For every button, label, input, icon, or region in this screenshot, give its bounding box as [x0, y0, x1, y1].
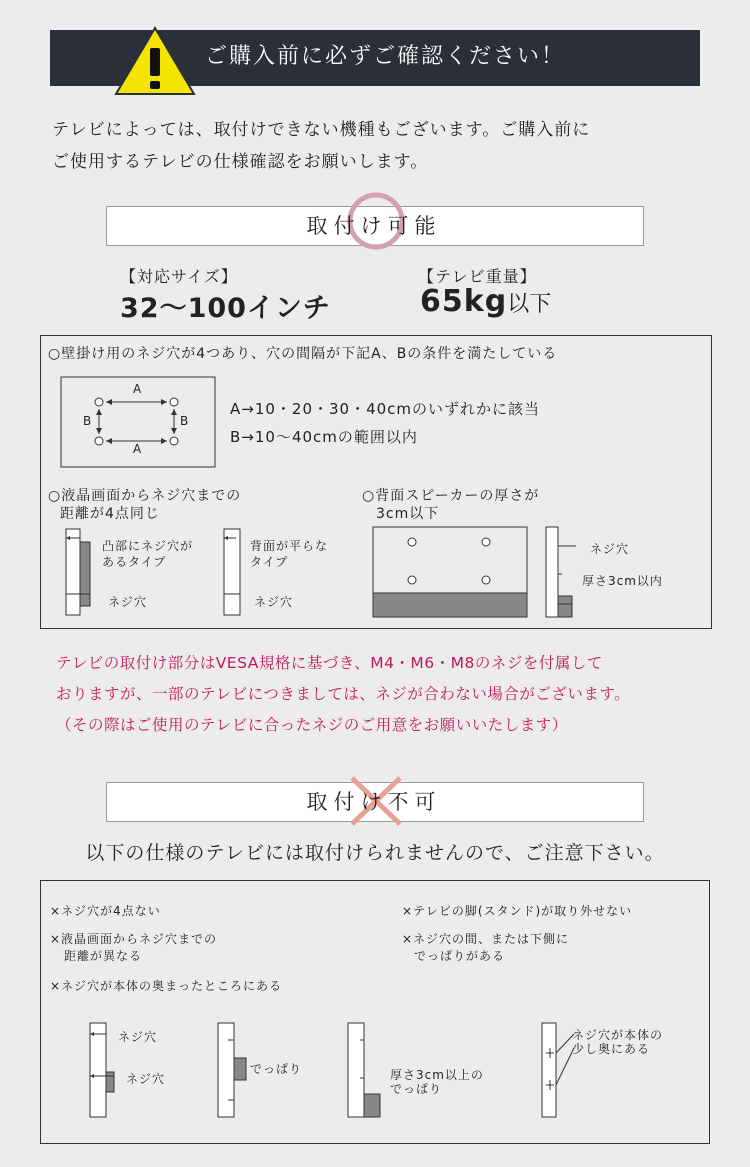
recessed-hole-diagram: [540, 1022, 576, 1118]
ng-diagram-4-line-1: ネジ穴が本体の: [572, 1028, 664, 1042]
size-value: 32〜100インチ: [120, 293, 331, 324]
speaker-thickness-label: 厚さ3cm以内: [582, 574, 663, 588]
size-label: 【対応サイズ】: [120, 267, 238, 286]
intro-line-2: ご使用するテレビの仕様確認をお願いします。: [52, 152, 429, 172]
letter-b-right: B: [180, 414, 190, 428]
convex-line-2: あるタイプ: [102, 555, 167, 569]
ng-diagram-1-label-bottom: ネジ穴: [126, 1072, 166, 1086]
vesa-note-line-3: （その際はご使用のテレビに合ったネジのご用意をお願いいたします）: [56, 716, 568, 734]
weight-label: 【テレビ重量】: [418, 267, 537, 286]
ng-item-5-line-1: ×ネジ穴の間、または下側に: [402, 932, 570, 946]
ng-item-2-line-1: ×液晶画面からネジ穴までの: [50, 932, 218, 946]
ng-diagram-1-label-top: ネジ穴: [118, 1030, 158, 1044]
weight-suffix: 以下: [507, 292, 552, 317]
ng-item-1: ×ネジ穴が4点ない: [50, 904, 161, 918]
intro-line-1: テレビによっては、取付けできない機種もございます。ご購入前に: [52, 120, 591, 140]
ok-label: 取付け可能: [306, 214, 442, 238]
flat-line-1: 背面が平らな: [250, 539, 329, 553]
condition-1: ○壁掛け用のネジ穴が4つあり、穴の間隔が下記A、Bの条件を満たしている: [48, 346, 558, 362]
speaker-side-diagram: [544, 526, 584, 618]
warning-icon: [112, 24, 198, 98]
ng-item-2-line-2: 距離が異なる: [64, 949, 143, 963]
vesa-note-line-2: おりますが、一部のテレビにつきましては、ネジが合わない場合がございます。: [56, 685, 631, 703]
ng-diagram-3-label: [390, 1068, 484, 1096]
convex-type-label: [102, 538, 193, 570]
thick-protrusion-diagram: [346, 1022, 386, 1118]
ng-item-5-line-2: でっぱりがある: [414, 949, 506, 963]
ng-label: 取付け不可: [306, 790, 442, 814]
convex-tv-diagram: [64, 528, 94, 618]
ng-diagram-3-line-2: でっぱり: [390, 1082, 443, 1096]
uneven-depth-diagram: [88, 1022, 118, 1118]
flat-screw-hole-label: ネジ穴: [254, 595, 294, 609]
ng-diagram-4-label: [572, 1028, 663, 1056]
intro-text: [52, 114, 712, 178]
speaker-back-diagram: [372, 526, 528, 618]
ng-diagram-3-line-1: 厚さ3cm以上の: [390, 1068, 484, 1082]
protrusion-diagram: [214, 1022, 250, 1118]
rule-a: A→10・20・30・40cmのいずれかに該当: [230, 400, 541, 418]
banner-title: ご購入前に必ずご確認ください！: [205, 44, 566, 69]
condition-3-line-2: 3cm以下: [376, 506, 440, 522]
weight-value: 65kg: [420, 284, 508, 319]
letter-b-left: B: [83, 414, 93, 428]
ng-item-3: ×ネジ穴が本体の奥まったところにある: [50, 979, 283, 993]
convex-line-1: 凸部にネジ穴が: [102, 539, 194, 553]
ng-item-4: ×テレビの脚(スタンド)が取り外せない: [402, 904, 633, 918]
ng-note: 以下の仕様のテレビには取付けられませんので、ご注意下さい。: [85, 842, 665, 864]
condition-2-line-2: 距離が4点同じ: [60, 506, 160, 522]
vesa-note: [56, 648, 716, 741]
flat-type-label: [250, 538, 328, 570]
condition-2-line-1: ○液晶画面からネジ穴までの: [48, 488, 242, 504]
condition-3-line-1: ○背面スピーカーの厚さが: [362, 488, 540, 504]
letter-a-bottom: A: [133, 442, 143, 456]
vesa-note-line-1: テレビの取付け部分はVESA規格に基づき、M4・M6・M8のネジを付属して: [56, 654, 603, 672]
speaker-screw-hole-label: ネジ穴: [590, 542, 630, 556]
ng-diagram-4-line-2: 少し奥にある: [572, 1042, 651, 1056]
ng-diagram-2-label: でっぱり: [250, 1062, 303, 1076]
rule-b: B→10〜40cmの範囲以内: [230, 428, 418, 446]
convex-screw-hole-label: ネジ穴: [108, 595, 148, 609]
flat-line-2: タイプ: [250, 555, 289, 569]
letter-a-top: A: [133, 382, 143, 396]
flat-tv-diagram: [220, 528, 250, 618]
weight-value-wrap: [420, 284, 551, 319]
